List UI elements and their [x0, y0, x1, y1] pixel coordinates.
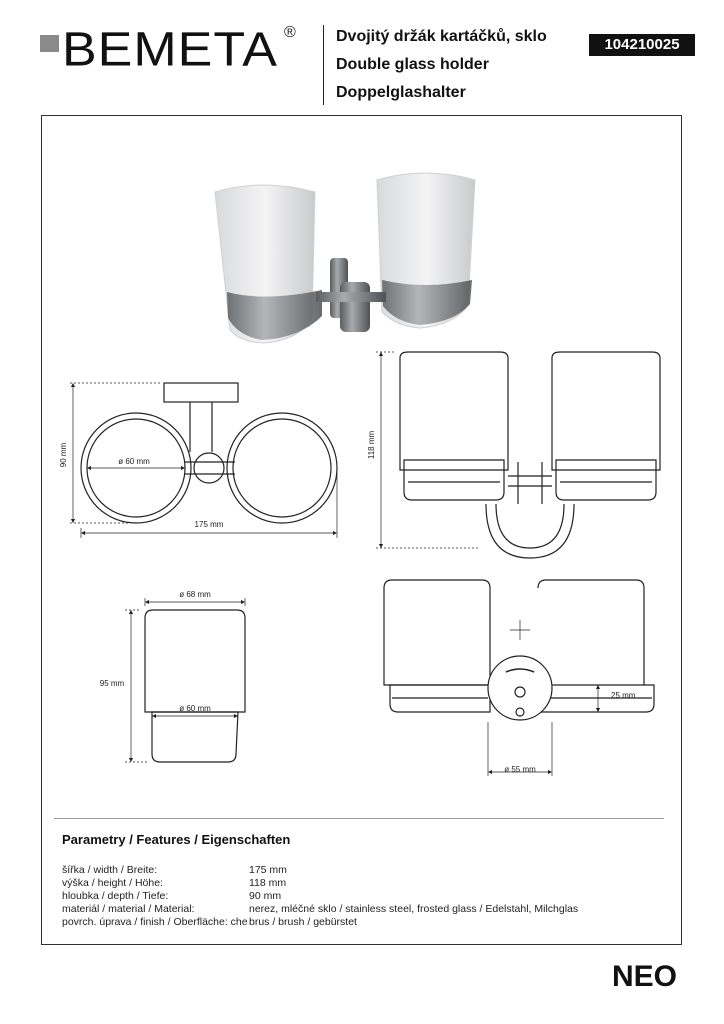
dim-front-height: 118 mm [367, 430, 376, 460]
series-name: NEO [612, 960, 678, 993]
dim-top-inner-dia: ø 60 mm [118, 457, 150, 466]
params-title: Parametry / Features / Eigenschaften [62, 832, 291, 847]
param-value: brus / brush / gebürstet [249, 916, 357, 928]
param-label: výška / height / Höhe: [62, 877, 163, 889]
front-view-dimensions [376, 352, 480, 548]
param-label: šířka / width / Breite: [62, 864, 158, 876]
param-label: hloubka / depth / Tiefe: [62, 890, 169, 902]
glass-view-drawing [145, 610, 245, 762]
title-cz: Dvojitý držák kartáčků, sklo [336, 28, 547, 45]
dim-top-width: 175 mm [194, 520, 224, 529]
top-view-drawing [81, 383, 337, 523]
product-photo [215, 173, 475, 343]
param-label: materiál / material / Material: [62, 903, 195, 915]
dim-glass-height: 95 mm [99, 679, 125, 688]
dim-glass-top-dia: ø 68 mm [179, 590, 211, 599]
dim-ring-height: 25 mm [611, 691, 636, 700]
title-de: Doppelglashalter [336, 84, 466, 101]
dim-glass-bottom-dia: ø 60 mm [179, 704, 211, 713]
dim-rosette-dia: ø 55 mm [504, 765, 536, 774]
param-value: nerez, mléčné sklo / stainless steel, frosted glass / Edelstahl, Milchglas [249, 903, 579, 915]
param-label: povrch. úprava / finish / Oberfläche: che [62, 916, 248, 928]
params-divider [54, 818, 664, 819]
registered-mark: ® [284, 24, 296, 41]
dim-top-depth: 90 mm [59, 442, 68, 468]
param-value: 90 mm [249, 890, 282, 902]
product-code: 104210025 [589, 34, 695, 56]
param-value: 118 mm [249, 877, 287, 889]
param-value: 175 mm [249, 864, 287, 876]
brand-logo: BEMETA [62, 23, 278, 77]
title-en: Double glass holder [336, 56, 489, 73]
front-view-drawing [400, 352, 660, 558]
glass-view-dimensions [125, 598, 245, 762]
